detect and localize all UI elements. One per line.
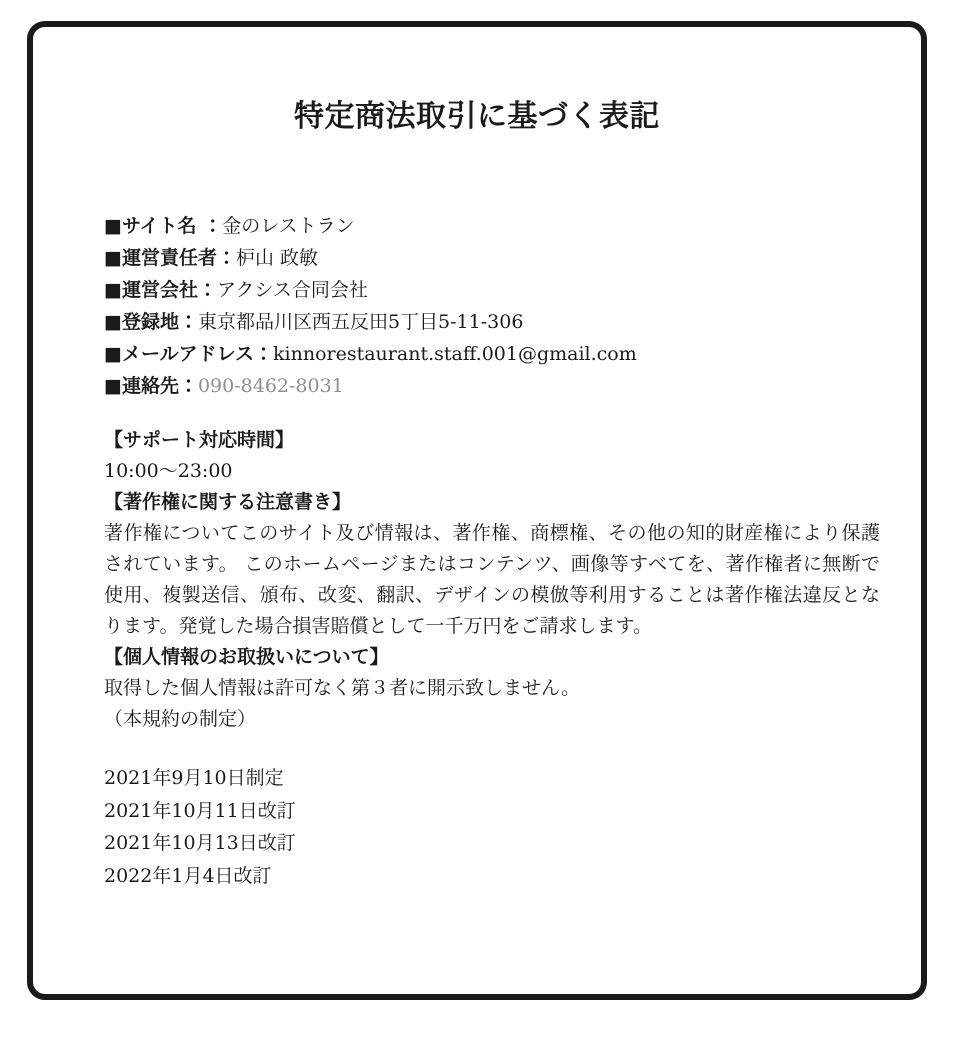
terms-note: （本規約の制定） [104,708,257,730]
manager-value: 枦山 政敏 [235,247,318,269]
legal-notice-card [27,21,927,1000]
revision-line-4: 2022年1月4日改訂 [104,864,272,887]
privacy-heading: 【個人情報のお取扱いについて】 [104,646,389,668]
copyright-heading: 【著作権に関する注意書き】 [104,491,352,513]
address-label: ■登録地： [104,311,198,333]
address-value: 東京都品川区西五反田5丁目5-11-306 [197,311,524,333]
revision-history [104,762,880,892]
copyright-text: 著作権についてこのサイト及び情報は、著作権、商標権、その他の知的財産権により保護されています。 このホームページまたはコンテンツ、画像等すべてを、著作権者に無断で使用、複製送信、頒布、改変、翻訳、デザインの模倣等利用することは著作権法違反となります。発覚した場合損害賠償として一千万円をご請求します。 [104,522,880,637]
company-value: アクシス合同会社 [216,279,368,301]
revision-line-3: 2021年10月13日改訂 [104,832,296,854]
page-title: 特定商法取引に基づく表記 [294,99,660,134]
revision-line-2: 2021年10月11日改訂 [104,799,296,822]
info-row-address [104,306,880,338]
info-row-contact [104,370,880,402]
support-hours-heading: 【サポート対応時間】 [104,429,295,451]
contact-label: ■連絡先： [104,375,198,397]
info-row-email [104,338,880,370]
policy-sections [104,425,880,735]
site-name-value: 金のレストラン [222,215,355,237]
manager-label: ■運営責任者： [104,247,236,269]
email-label: ■メールアドレス： [104,343,274,365]
phone-link[interactable]: 090-8462-8031 [197,375,344,397]
company-label: ■運営会社： [104,279,217,301]
legal-notice-content [104,210,880,892]
email-value: kinnorestaurant.staff.001@gmail.com [273,343,637,365]
privacy-text: 取得した個人情報は許可なく第３者に開示致しません。 [104,677,581,699]
site-name-label: ■サイト名 ： [104,215,223,237]
revision-line-1: 2021年9月10日制定 [104,767,284,789]
info-row-manager [104,242,880,274]
info-row-site-name [104,210,880,242]
info-row-company [104,274,880,306]
support-hours-value: 10:00〜23:00 [104,460,233,482]
site-info-list [104,210,880,402]
